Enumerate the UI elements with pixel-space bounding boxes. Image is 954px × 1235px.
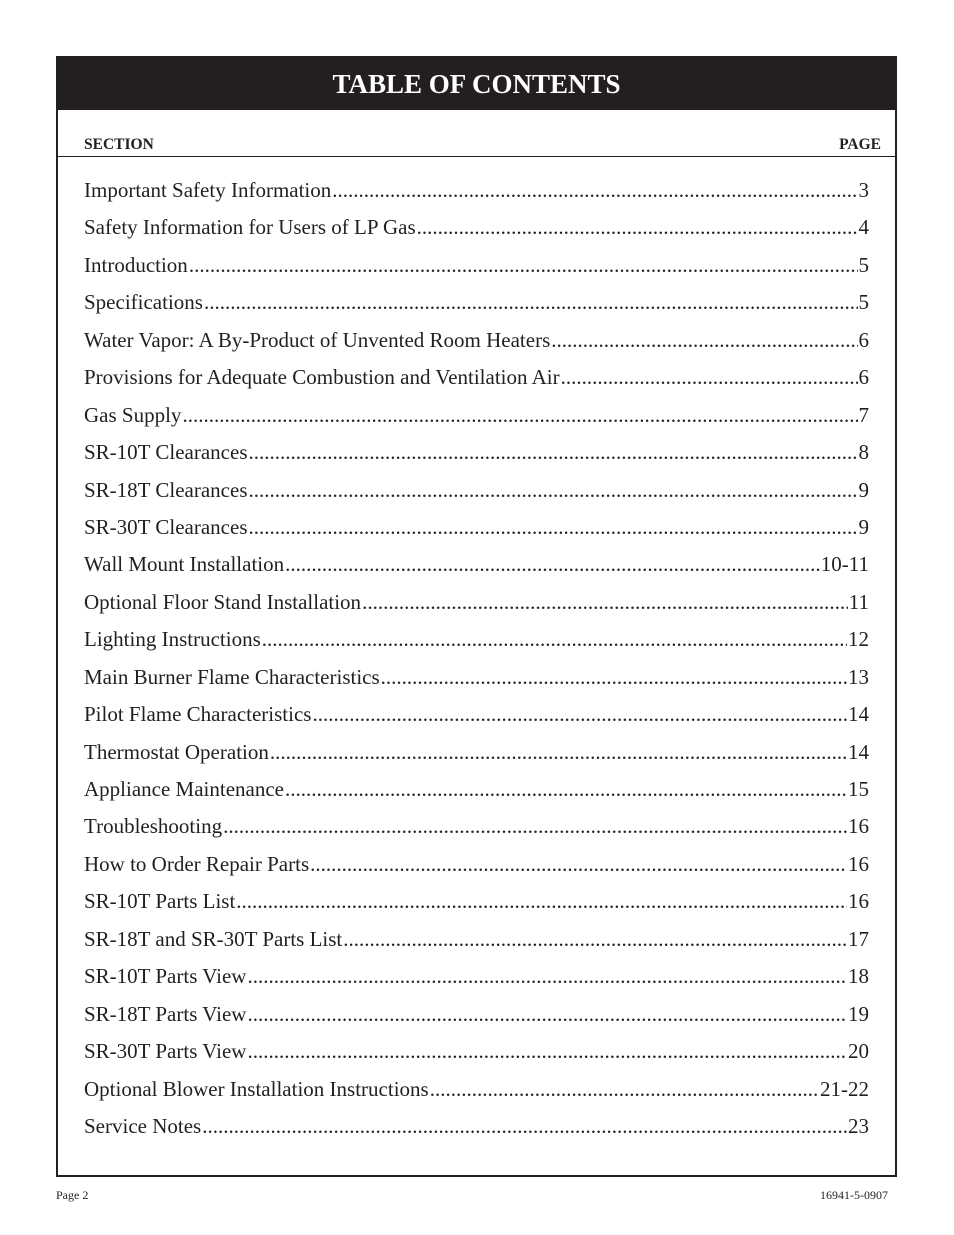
- toc-entry-label: Safety Information for Users of LP Gas: [84, 215, 416, 240]
- toc-entry-page: 23: [848, 1113, 869, 1138]
- toc-entry-label: SR-10T Clearances: [84, 440, 248, 465]
- toc-entry: [84, 1039, 869, 1076]
- toc-entry: [84, 215, 869, 252]
- toc-entry: [84, 927, 869, 964]
- toc-frame: [56, 56, 897, 1177]
- toc-entry-label: Appliance Maintenance: [84, 777, 284, 801]
- toc-entry: [84, 403, 869, 440]
- toc-entry-label: Optional Floor Stand Installation: [84, 589, 362, 614]
- toc-entry: [84, 590, 869, 627]
- toc-leader-dots: [270, 740, 847, 765]
- toc-entry-page: 16: [848, 889, 869, 914]
- toc-entry: [84, 777, 869, 814]
- toc-entry: [84, 178, 869, 215]
- toc-entry-label: Optional Blower Installation Instructions: [84, 1076, 429, 1101]
- toc-entry-page: 16: [848, 814, 869, 839]
- toc-entry-label: SR-18T Parts View: [84, 1001, 247, 1026]
- toc-entry-page: 15: [848, 777, 869, 801]
- toc-entry-label: SR-30T Clearances: [84, 514, 248, 539]
- toc-leader-dots: [362, 590, 848, 615]
- toc-leader-dots: [561, 365, 858, 390]
- toc-entry-page: 9: [858, 514, 869, 539]
- toc-entry: [84, 365, 869, 402]
- toc-title: TABLE OF CONTENTS: [58, 58, 895, 110]
- toc-entry-label: Introduction: [84, 252, 188, 277]
- toc-entry: [84, 440, 869, 477]
- toc-entry-label: Troubleshooting: [84, 814, 223, 839]
- toc-entry-page: 5: [858, 252, 869, 277]
- toc-entry-page: 13: [848, 664, 869, 689]
- toc-entry-label: SR-10T Parts View: [84, 964, 247, 989]
- toc-entry-label: Gas Supply: [84, 402, 182, 427]
- toc-leader-dots: [312, 702, 847, 727]
- toc-entry-page: 14: [848, 739, 869, 764]
- toc-leader-dots: [247, 1039, 847, 1064]
- toc-entry-label: SR-10T Parts List: [84, 889, 236, 914]
- toc-entry-label: Lighting Instructions: [84, 627, 261, 652]
- toc-entry-label: Specifications: [84, 290, 203, 315]
- toc-leader-dots: [247, 1002, 847, 1027]
- toc-leader-dots: [247, 964, 847, 989]
- toc-entry-page: 9: [858, 477, 869, 502]
- toc-entry: [84, 889, 869, 926]
- toc-entry-page: 16: [848, 851, 869, 876]
- toc-entry-page: 12: [848, 627, 869, 652]
- toc-entry: [84, 552, 869, 589]
- toc-entry-label: How to Order Repair Parts: [84, 851, 310, 876]
- column-header: [58, 110, 895, 157]
- toc-entry-label: SR-18T and SR-30T Parts List: [84, 926, 343, 951]
- toc-entry-label: Wall Mount Installation: [84, 552, 285, 577]
- page-column-label: PAGE: [839, 136, 881, 153]
- toc-leader-dots: [236, 889, 847, 914]
- toc-leader-dots: [223, 814, 847, 839]
- toc-entry-page: 7: [858, 402, 869, 427]
- toc-entry-page: 6: [858, 327, 869, 352]
- toc-leader-dots: [249, 478, 858, 503]
- toc-entry-page: 19: [848, 1001, 869, 1026]
- toc-leader-dots: [285, 552, 820, 577]
- toc-entry-list: [84, 178, 869, 1151]
- toc-leader-dots: [343, 927, 847, 952]
- toc-entry: [84, 290, 869, 327]
- toc-entry-label: Service Notes: [84, 1113, 202, 1138]
- toc-entry: [84, 1002, 869, 1039]
- toc-leader-dots: [262, 627, 847, 652]
- toc-entry-page: 5: [858, 290, 869, 315]
- section-column-label: SECTION: [84, 136, 154, 153]
- toc-entry: [84, 852, 869, 889]
- toc-entry-page: 4: [858, 215, 869, 240]
- toc-leader-dots: [204, 290, 858, 315]
- toc-entry-label: Thermostat Operation: [84, 739, 269, 764]
- toc-entry-page: 6: [858, 365, 869, 390]
- toc-entry-page: 3: [858, 178, 869, 202]
- toc-entry: [84, 814, 869, 851]
- toc-entry: [84, 253, 869, 290]
- toc-entry-page: 21-22: [820, 1076, 869, 1101]
- toc-entry-label: Main Burner Flame Characteristics: [84, 664, 380, 689]
- toc-entry-label: Important Safety Information: [84, 178, 332, 202]
- toc-entry: [84, 702, 869, 739]
- toc-leader-dots: [249, 515, 858, 540]
- footer-page-number: Page 2: [56, 1188, 89, 1202]
- toc-entry-page: 18: [848, 964, 869, 989]
- footer-doc-number: 16941-5-0907: [820, 1188, 888, 1202]
- toc-entry-label: Provisions for Adequate Combustion and Ventilation Air: [84, 365, 560, 390]
- toc-entry: [84, 627, 869, 664]
- toc-entry: [84, 328, 869, 365]
- toc-leader-dots: [310, 852, 847, 877]
- toc-leader-dots: [551, 328, 857, 353]
- toc-entry: [84, 964, 869, 1001]
- toc-entry-page: 14: [848, 702, 869, 727]
- toc-leader-dots: [417, 215, 858, 240]
- toc-entry-page: 20: [848, 1039, 869, 1064]
- toc-entry: [84, 665, 869, 702]
- toc-leader-dots: [202, 1114, 847, 1139]
- toc-entry: [84, 1077, 869, 1114]
- toc-leader-dots: [332, 178, 857, 203]
- toc-entry-page: 8: [858, 440, 869, 465]
- toc-leader-dots: [430, 1077, 819, 1102]
- toc-entry: [84, 478, 869, 515]
- toc-entry-page: 17: [848, 926, 869, 951]
- toc-entry-label: Pilot Flame Characteristics: [84, 702, 312, 727]
- toc-entry: [84, 1114, 869, 1151]
- toc-leader-dots: [249, 440, 858, 465]
- toc-entry-label: SR-30T Parts View: [84, 1039, 247, 1064]
- toc-entry-label: Water Vapor: A By-Product of Unvented Room Heaters: [84, 327, 551, 352]
- toc-entry-page: 11: [848, 589, 869, 614]
- toc-entry: [84, 515, 869, 552]
- toc-leader-dots: [381, 665, 847, 690]
- toc-leader-dots: [189, 253, 858, 278]
- toc-leader-dots: [182, 403, 857, 428]
- toc-leader-dots: [285, 777, 847, 802]
- toc-entry-page: 10-11: [820, 552, 869, 577]
- toc-entry: [84, 740, 869, 777]
- toc-entry-label: SR-18T Clearances: [84, 477, 248, 502]
